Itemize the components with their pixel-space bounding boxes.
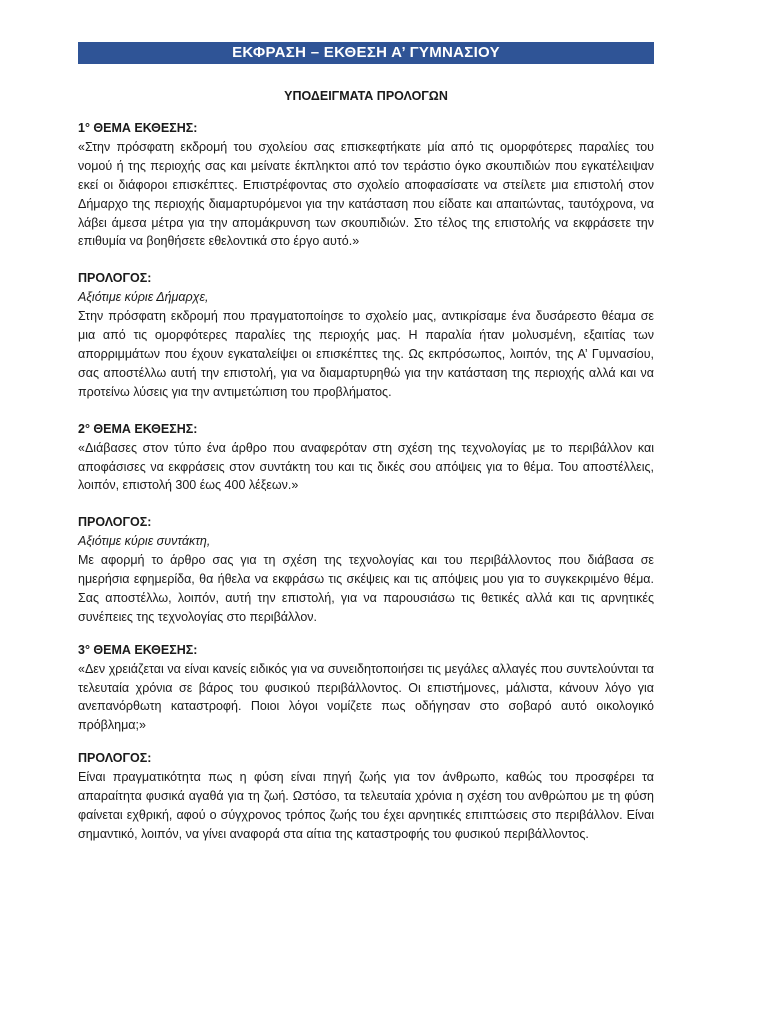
topic-text: «Στην πρόσφατη εκδρομή του σχολείου σας επισκεφτήκατε μία από τις ομορφότερες παραλίες του νομού ή της περιοχής σας και μείνατε έκπληκτοι από τον τεράστιο όγκο σκουπιδιών που εγκατέλειψαν εκεί οι διάφοροι επισκέπτες. Επιστρέφοντας στο σχολείο αποφασίσατε να στείλετε μια επιστολή στον Δήμαρχο της περιοχής διαμαρτυρόμενοι για την κατάσταση που είδατε και απαιτώντας, ταυτόχρονα, να λάβει άμεσα μέτρα για την απομάκρυνση των σκουπιδιών. Στο τέλος της επιστολής να εκφράσετε την επιθυμία να βοηθήσετε εθελοντικά στο έργο αυτό.» [78, 139, 654, 249]
prologue-label: ΠΡΟΛΟΓΟΣ: [78, 271, 152, 286]
document-title: ΥΠΟΔΕΙΓΜΑΤΑ ΠΡΟΛΟΓΩΝ [284, 89, 448, 103]
topic-section-3 [78, 641, 654, 844]
topic-text: «Δεν χρειάζεται να είναι κανείς ειδικός για να συνειδητοποιήσει τις μεγάλες αλλαγές που συντελούνται τα τελευταία χρόνια σε βάρος του φυσικού περιβάλλοντος. Οι επιστήμονες, μάλιστα, κάνουν λόγο για ανεπανόρθωτη καταστροφή. Ποιοι λόγοι νομίζετε πως οδήγησαν στο σοβαρό αυτό οικολογικό πρόβλημα;» [78, 661, 654, 733]
salutation: Αξιότιμε κύριε Δήμαρχε, [78, 290, 209, 305]
document-page [78, 42, 654, 844]
topic-text: «Διάβασες στον τύπο ένα άρθρο που αναφερόταν στη σχέση της τεχνολογίας με το περιβάλλον και αποφάσισες να εκφράσεις στον συντάκτη του και τις δικές σου απόψεις για το θέμα. Του αποστέλλεις, λοιπόν, επιστολή 300 έως 400 λέξεων.» [78, 440, 654, 493]
document-banner: ΕΚΦΡΑΣΗ – ΕΚΘΕΣΗ Α’ ΓΥΜΝΑΣΙΟΥ [78, 42, 654, 64]
topic-label: 1° ΘΕΜΑ ΕΚΘΕΣΗΣ: [78, 121, 198, 135]
topic-section-2 [78, 420, 654, 627]
prologue-text: Είναι πραγματικότητα πως η φύση είναι πηγή ζωής για τον άνθρωπο, καθώς του προσφέρει τα απαραίτητα φυσικά αγαθά για τη ζωή. Ωστόσο, τα τελευταία χρόνια η σχέση του ανθρώπου με τη φύση φαίνεται εχθρική, αφού ο σύγχρονος τρόπος ζωής του έχει αρνητικές επιπτώσεις στο περιβάλλον. Είναι σημαντικό, λοιπόν, να γίνει αναφορά στα αίτια της καταστροφής του φυσικού περιβάλλοντος. [78, 770, 654, 841]
topic-label: 3° ΘΕΜΑ ΕΚΘΕΣΗΣ: [78, 642, 198, 657]
prologue-label: ΠΡΟΛΟΓΟΣ: [78, 515, 152, 530]
prologue-text: Στην πρόσφατη εκδρομή που πραγματοποίησε το σχολείο μας, αντικρίσαμε ένα δυσάρεστο θέαμα σε μια από τις ομορφότερες παραλίες της περιοχής μας. Η παραλία ήταν μολυσμένη, εξαιτίας των απορριμμάτων που έχουν εγκαταλείψει οι επισκέπτες της. Ως εκπρόσωπος, λοιπόν, της Α’ Γυμνασίου, σας αποστέλλω αυτή την επιστολή, για να διαμαρτυρηθώ για την κατάσταση της περιοχής αλλά και να προτείνω λύσεις για την αντιμετώπιση του προβλήματος. [78, 309, 654, 399]
topic-section-1 [78, 119, 654, 402]
salutation: Αξιότιμε κύριε συντάκτη, [78, 534, 211, 549]
prologue-label: ΠΡΟΛΟΓΟΣ: [78, 751, 152, 766]
prologue-text: Με αφορμή το άρθρο σας για τη σχέση της τεχνολογίας και του περιβάλλοντος που διάβασα σε ημερήσια εφημερίδα, θα ήθελα να εκφράσω τις σκέψεις και τις απόψεις μου για το συγκεκριμένο θέμα. Σας αποστέλλω, λοιπόν, αυτή την επιστολή, για να παρουσιάσω τις θετικές αλλά και τις αρνητικές συνέπειες της τεχνολογίας στο περιβάλλον. [78, 553, 654, 624]
topic-label: 2° ΘΕΜΑ ΕΚΘΕΣΗΣ: [78, 421, 198, 436]
